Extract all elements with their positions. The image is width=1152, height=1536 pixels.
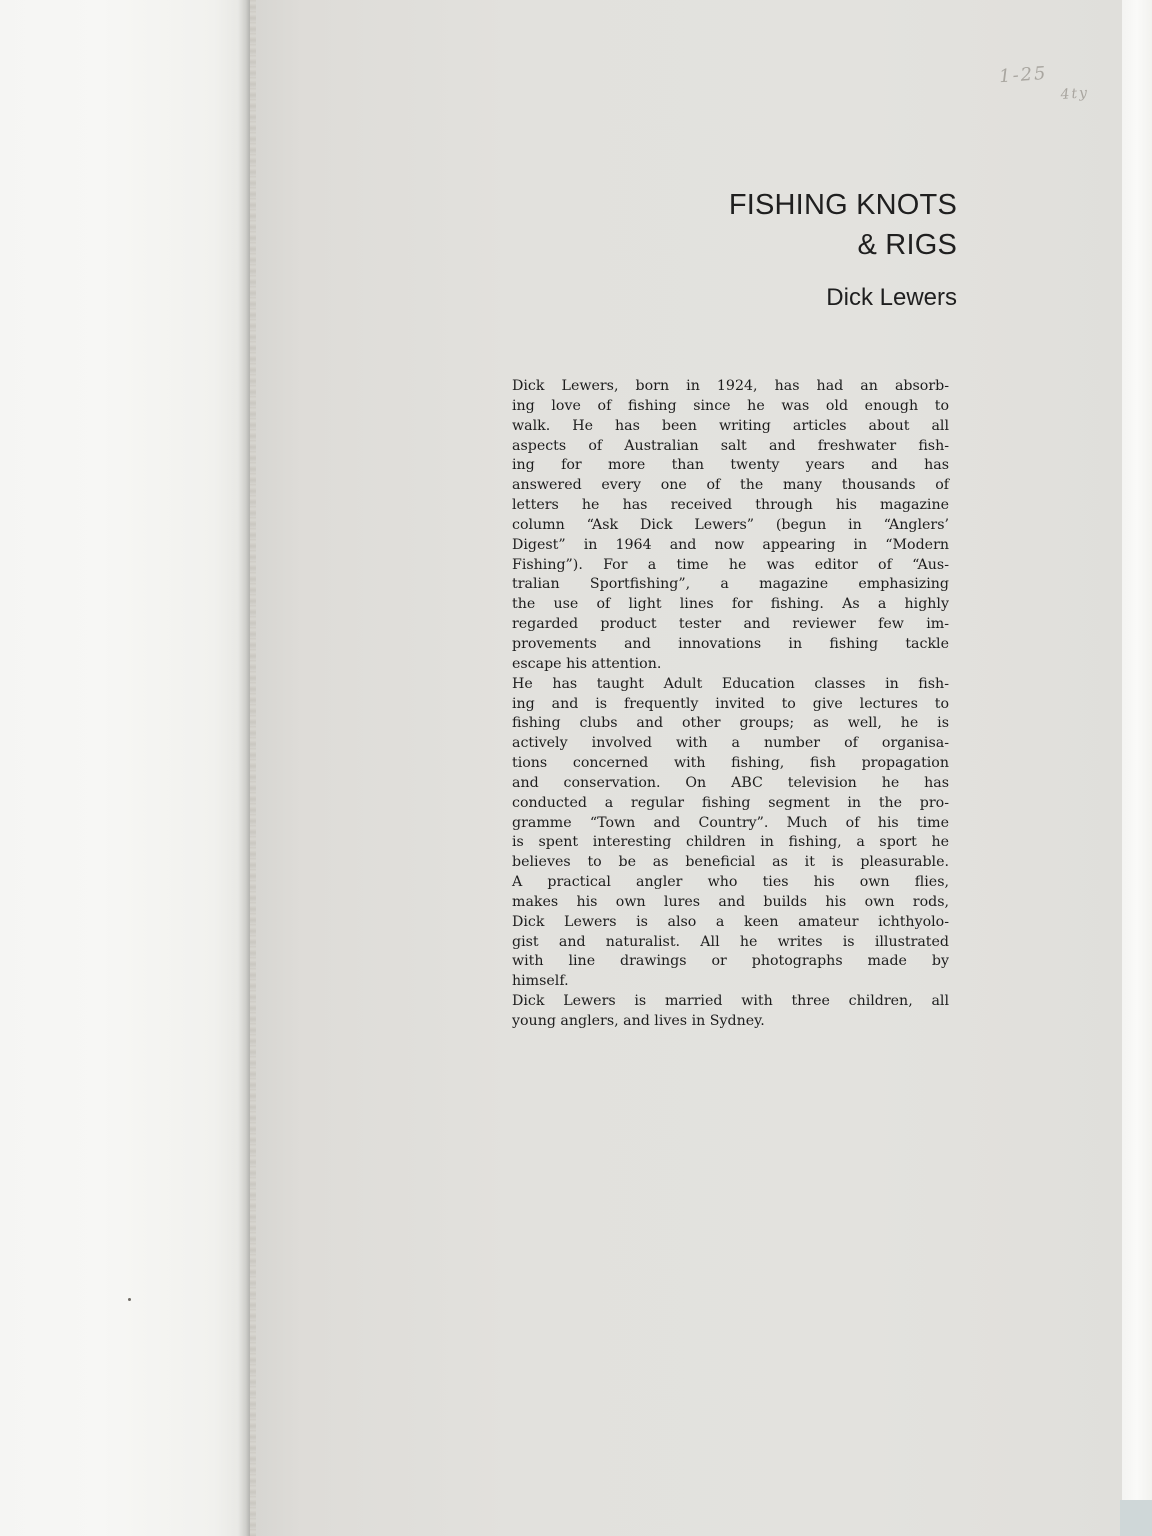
bio-line: fishing clubs and other groups; as well, he is	[512, 715, 949, 732]
bio-line: himself.	[512, 973, 569, 990]
bio-line: regarded product tester and reviewer few im-	[512, 616, 949, 633]
background-surface	[1120, 1500, 1152, 1536]
bio-line: provements and innovations in fishing tackle	[512, 635, 949, 652]
author-name: Dick Lewers	[826, 284, 957, 311]
bio-line: Fishing”). For a time he was editor of “Aus-	[512, 556, 949, 573]
page-stack-edge	[1122, 0, 1152, 1536]
bio-line: tralian Sportfishing”, a magazine emphasizing	[512, 576, 949, 593]
bio-line: answered every one of the many thousands of	[512, 477, 949, 494]
bio-line: He has taught Adult Education classes in fish-	[512, 675, 949, 692]
left-flyleaf-page	[0, 0, 252, 1536]
bio-line: ing love of fishing since he was old enough to	[512, 397, 949, 414]
bio-line: column “Ask Dick Lewers” (begun in “Anglers’	[512, 516, 949, 533]
bio-line: A practical angler who ties his own flies,	[512, 874, 949, 891]
bio-line: ing and is frequently invited to give lectures to	[512, 695, 949, 712]
torn-page-edge	[250, 0, 256, 1536]
bio-line: believes to be as beneficial as it is pleasurable.	[512, 854, 949, 871]
book-title-line1: FISHING KNOTS	[728, 189, 957, 221]
bio-line: young anglers, and lives in Sydney.	[512, 1013, 765, 1029]
book-title	[557, 185, 957, 265]
bio-line: Dick Lewers is also a keen amateur ichthyolo-	[512, 913, 949, 930]
bio-line: makes his own lures and builds his own rods,	[512, 893, 949, 910]
price-mark-line1: 1-25	[998, 62, 1049, 88]
bio-line: with line drawings or photographs made by	[512, 953, 949, 970]
bio-line: ing for more than twenty years and has	[512, 457, 949, 474]
bio-line: Digest” in 1964 and now appearing in “Modern	[512, 536, 949, 553]
bio-line: gist and naturalist. All he writes is illustrated	[512, 933, 949, 950]
bio-line: escape his attention.	[512, 655, 662, 672]
bio-line: Dick Lewers is married with three children, all	[512, 993, 949, 1010]
author-biography	[512, 377, 949, 1032]
bio-line: Dick Lewers, born in 1924, has had an absorb-	[512, 378, 949, 394]
bio-line: is spent interesting children in fishing, a sport he	[512, 834, 949, 851]
bio-line: the use of light lines for fishing. As a highly	[512, 596, 949, 613]
bio-line: tions concerned with fishing, fish propagation	[512, 755, 949, 772]
bio-line: and conservation. On ABC television he has	[512, 774, 949, 791]
bio-line: aspects of Australian salt and freshwater fish-	[512, 437, 949, 454]
pencil-price-mark	[998, 58, 1121, 116]
bio-line: gramme “Town and Country”. Much of his time	[512, 814, 949, 831]
bio-line: actively involved with a number of organisa-	[512, 735, 949, 752]
bio-line: conducted a regular fishing segment in the pro-	[512, 794, 949, 811]
paper-speck	[128, 1298, 131, 1301]
bio-line: letters he has received through his magazine	[512, 497, 949, 514]
price-mark-line2: 4ty	[1060, 85, 1090, 103]
bio-line: walk. He has been writing articles about all	[512, 417, 949, 434]
book-title-line2: & RIGS	[857, 229, 957, 261]
